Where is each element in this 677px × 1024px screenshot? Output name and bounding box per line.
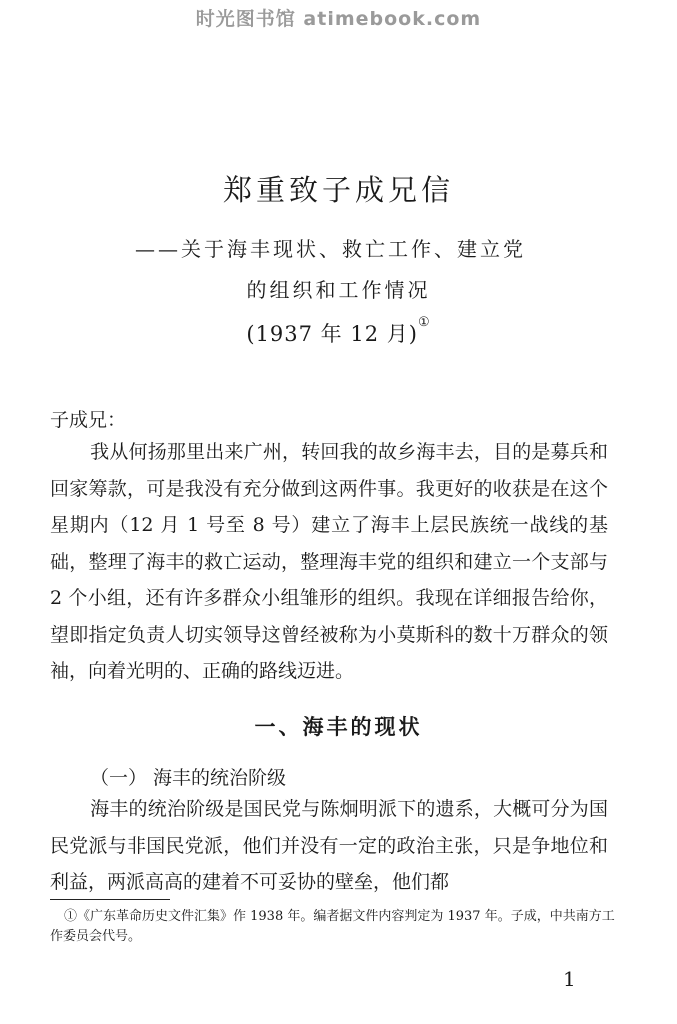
subsection-heading: （一） 海丰的统治阶级 [90,767,287,789]
document-subtitle-line2: 的组织和工作情况 [246,278,431,302]
document-subtitle-line1: ——关于海丰现状、救亡工作、建立党 [135,237,526,261]
document-title: 郑重致子成兄信 [222,173,454,207]
document-date [0,315,677,348]
footnote-divider [50,899,170,900]
body-paragraph-1 [50,434,608,690]
footnote-reference: ① [417,315,431,330]
footnote [50,907,620,947]
date-text: (1937 年 12 月) [246,322,418,346]
body-paragraph-2 [50,791,608,901]
paragraph-text: 海丰的统治阶级是国民党与陈炯明派下的遗系，大概可分为国民党派与非国民党派，他们并没有一定的政治主张，只是争地位和利益，两派高高的建着不可妥协的壁垒，他们都 [50,798,608,893]
paragraph-text: 我从何扬那里出来广州，转回我的故乡海丰去，目的是募兵和回家筹款，可是我没有充分做到这两件事。我更好的收获是在这个星期内（12 月 1 号至 8 号）建立了海丰上层民族统一战线的基础，整理了海丰的救亡运动，整理海丰党的组织和建立一个支部与 2 个小组，还有许多群众小组雏形的组织。我现在详细报告给你，望即指定负责人切实领导这曾经被称为小莫斯科的数十万群众的领袖，向着光明的、正确的路线迈进。 [50,441,608,682]
page-number: 1 [563,967,576,991]
footnote-text: ①《广东革命历史文件汇集》作 1938 年。编者据文件内容判定为 1937 年。子成，中共南方工作委员会代号。 [50,909,615,944]
letter-salutation: 子成兄： [50,409,127,431]
watermark: 时光图书馆 atimebook.com [195,8,482,30]
section-heading: 一、海丰的现状 [254,715,423,739]
